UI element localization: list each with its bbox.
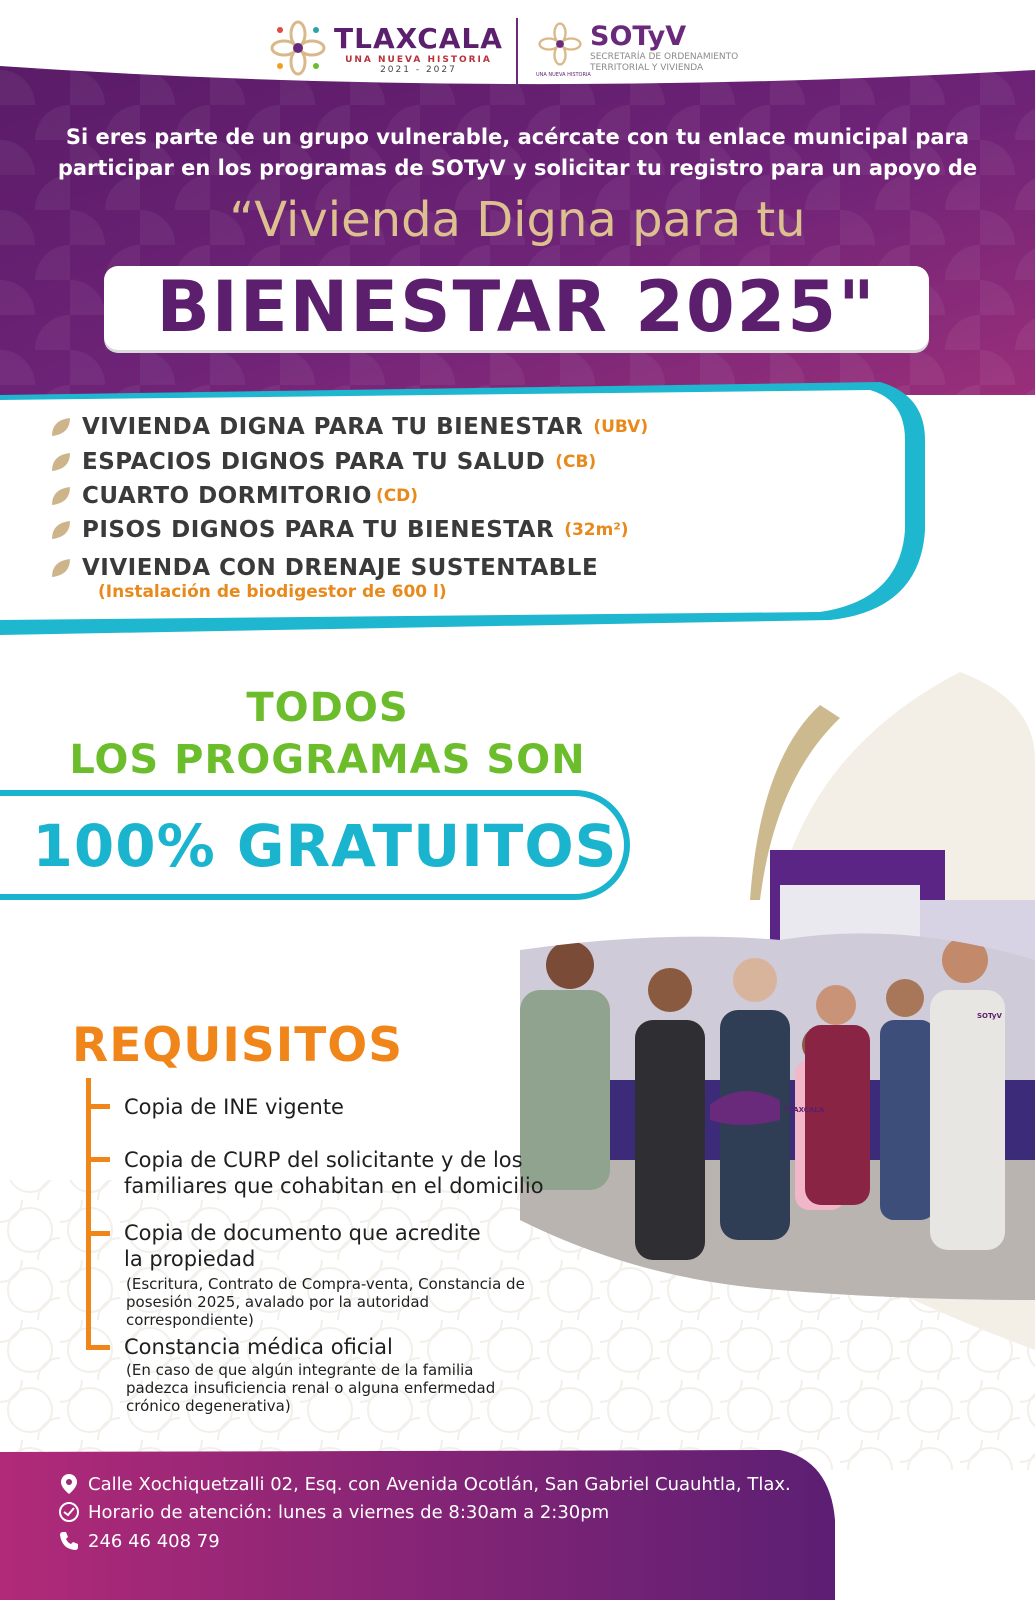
tlaxcala-title: TLAXCALA — [334, 21, 503, 55]
list-item — [50, 483, 418, 509]
sotyv-tag: UNA NUEVA HISTORIA — [536, 72, 591, 78]
requirements-title: REQUISITOS — [72, 1018, 404, 1073]
program-name: VIVIENDA CON DRENAJE SUSTENTABLE — [82, 555, 599, 581]
leaf-bullet-icon — [50, 451, 72, 473]
footer-phone — [58, 1530, 220, 1552]
requirement-ine: Copia de INE vigente — [124, 1095, 344, 1119]
program-code: (32m²) — [564, 520, 629, 540]
intro-line-1: Si eres parte de un grupo vulnerable, acércate con tu enlace municipal para — [65, 125, 970, 149]
program-name: CUARTO DORMITORIO — [82, 483, 372, 509]
requirement-medical: Constancia médica oficial — [124, 1335, 393, 1359]
list-item — [50, 414, 648, 440]
program-title-line1: “Vivienda Digna para tu — [229, 192, 806, 248]
program-code: (UBV) — [593, 417, 649, 437]
requirement-property-note2: posesión 2025, avalado por la autoridad — [126, 1293, 430, 1311]
leaf-bullet-icon — [50, 485, 72, 507]
timeline-tick — [86, 1104, 110, 1109]
requirement-property-line1: Copia de documento que acredite — [124, 1221, 481, 1245]
address-text: Calle Xochiquetzalli 02, Esq. con Avenida Ocotlán, San Gabriel Cuauhtla, Tlax. — [88, 1473, 791, 1495]
requirement-medical-note3: crónico degenerativa) — [126, 1397, 291, 1415]
sotyv-title: SOTyV — [590, 21, 687, 52]
footer-hours — [58, 1501, 609, 1523]
header-logos — [0, 0, 1035, 95]
sotyv-subtitle-line1: SECRETARÍA DE ORDENAMIENTO — [590, 52, 739, 62]
tlaxcala-subtitle: UNA NUEVA HISTORIA — [345, 54, 492, 65]
tlaxcala-flower-icon — [270, 20, 326, 76]
location-pin-icon — [58, 1473, 80, 1495]
requirement-property-note3: correspondiente) — [126, 1311, 254, 1329]
sotyv-flower-icon — [538, 22, 582, 66]
requirement-curp-line2: familiares que cohabitan en el domicilio — [124, 1174, 544, 1198]
requirements-timeline — [86, 1078, 91, 1350]
program-note: (Instalación de biodigestor de 600 l) — [98, 582, 447, 602]
intro-text — [30, 122, 1005, 184]
timeline-tick — [86, 1231, 110, 1236]
timeline-tick — [86, 1157, 110, 1162]
list-item — [50, 555, 608, 581]
free-line-3: 100% GRATUITOS — [32, 812, 618, 880]
program-name: VIVIENDA DIGNA PARA TU BIENESTAR — [82, 414, 584, 440]
program-name: ESPACIOS DIGNOS PARA TU SALUD — [82, 449, 546, 475]
list-item — [50, 449, 596, 475]
requirement-medical-note2: padezca insuficiencia renal o alguna enfermedad — [126, 1379, 496, 1397]
logo-divider — [516, 18, 518, 84]
phone-icon — [58, 1530, 80, 1552]
requirement-property-line2: la propiedad — [124, 1247, 256, 1271]
shirt-label: SOTyV — [977, 1012, 1002, 1020]
requirement-medical-note1: (En caso de que algún integrante de la familia — [126, 1361, 474, 1379]
tlaxcala-years: 2021 - 2027 — [380, 64, 457, 75]
leaf-bullet-icon — [50, 557, 72, 579]
program-code: (CD) — [375, 486, 419, 506]
beneficiaries-photo — [480, 660, 1035, 1350]
sotyv-subtitle-line2: TERRITORIAL Y VIVIENDA — [590, 63, 704, 73]
clock-icon — [58, 1501, 80, 1523]
program-title-line2: BIENESTAR 2025" — [156, 266, 877, 348]
requirement-property-note1: (Escritura, Contrato de Compra-venta, Constancia de — [126, 1275, 525, 1293]
leaf-bullet-icon — [50, 519, 72, 541]
timeline-tick — [86, 1345, 110, 1350]
free-line-2: LOS PROGRAMAS SON — [69, 737, 586, 783]
program-code: (CB) — [555, 452, 597, 472]
program-name: PISOS DIGNOS PARA TU BIENESTAR — [82, 517, 555, 543]
requirement-curp-line1: Copia de CURP del solicitante y de los — [124, 1148, 523, 1172]
hours-text: Horario de atención: lunes a viernes de 8:30am a 2:30pm — [88, 1501, 610, 1523]
phone-text: 246 46 408 79 — [88, 1530, 220, 1552]
tlaxcala-logo — [270, 20, 503, 76]
sotyv-logo — [536, 21, 739, 78]
intro-line-2: participar en los programas de SOTyV y solicitar tu registro para un apoyo de — [57, 156, 978, 180]
key-label: TLAXCALA — [784, 1106, 825, 1114]
list-item — [50, 517, 629, 543]
free-line-1: TODOS — [246, 685, 409, 731]
leaf-bullet-icon — [50, 416, 72, 438]
footer-address — [58, 1473, 791, 1495]
